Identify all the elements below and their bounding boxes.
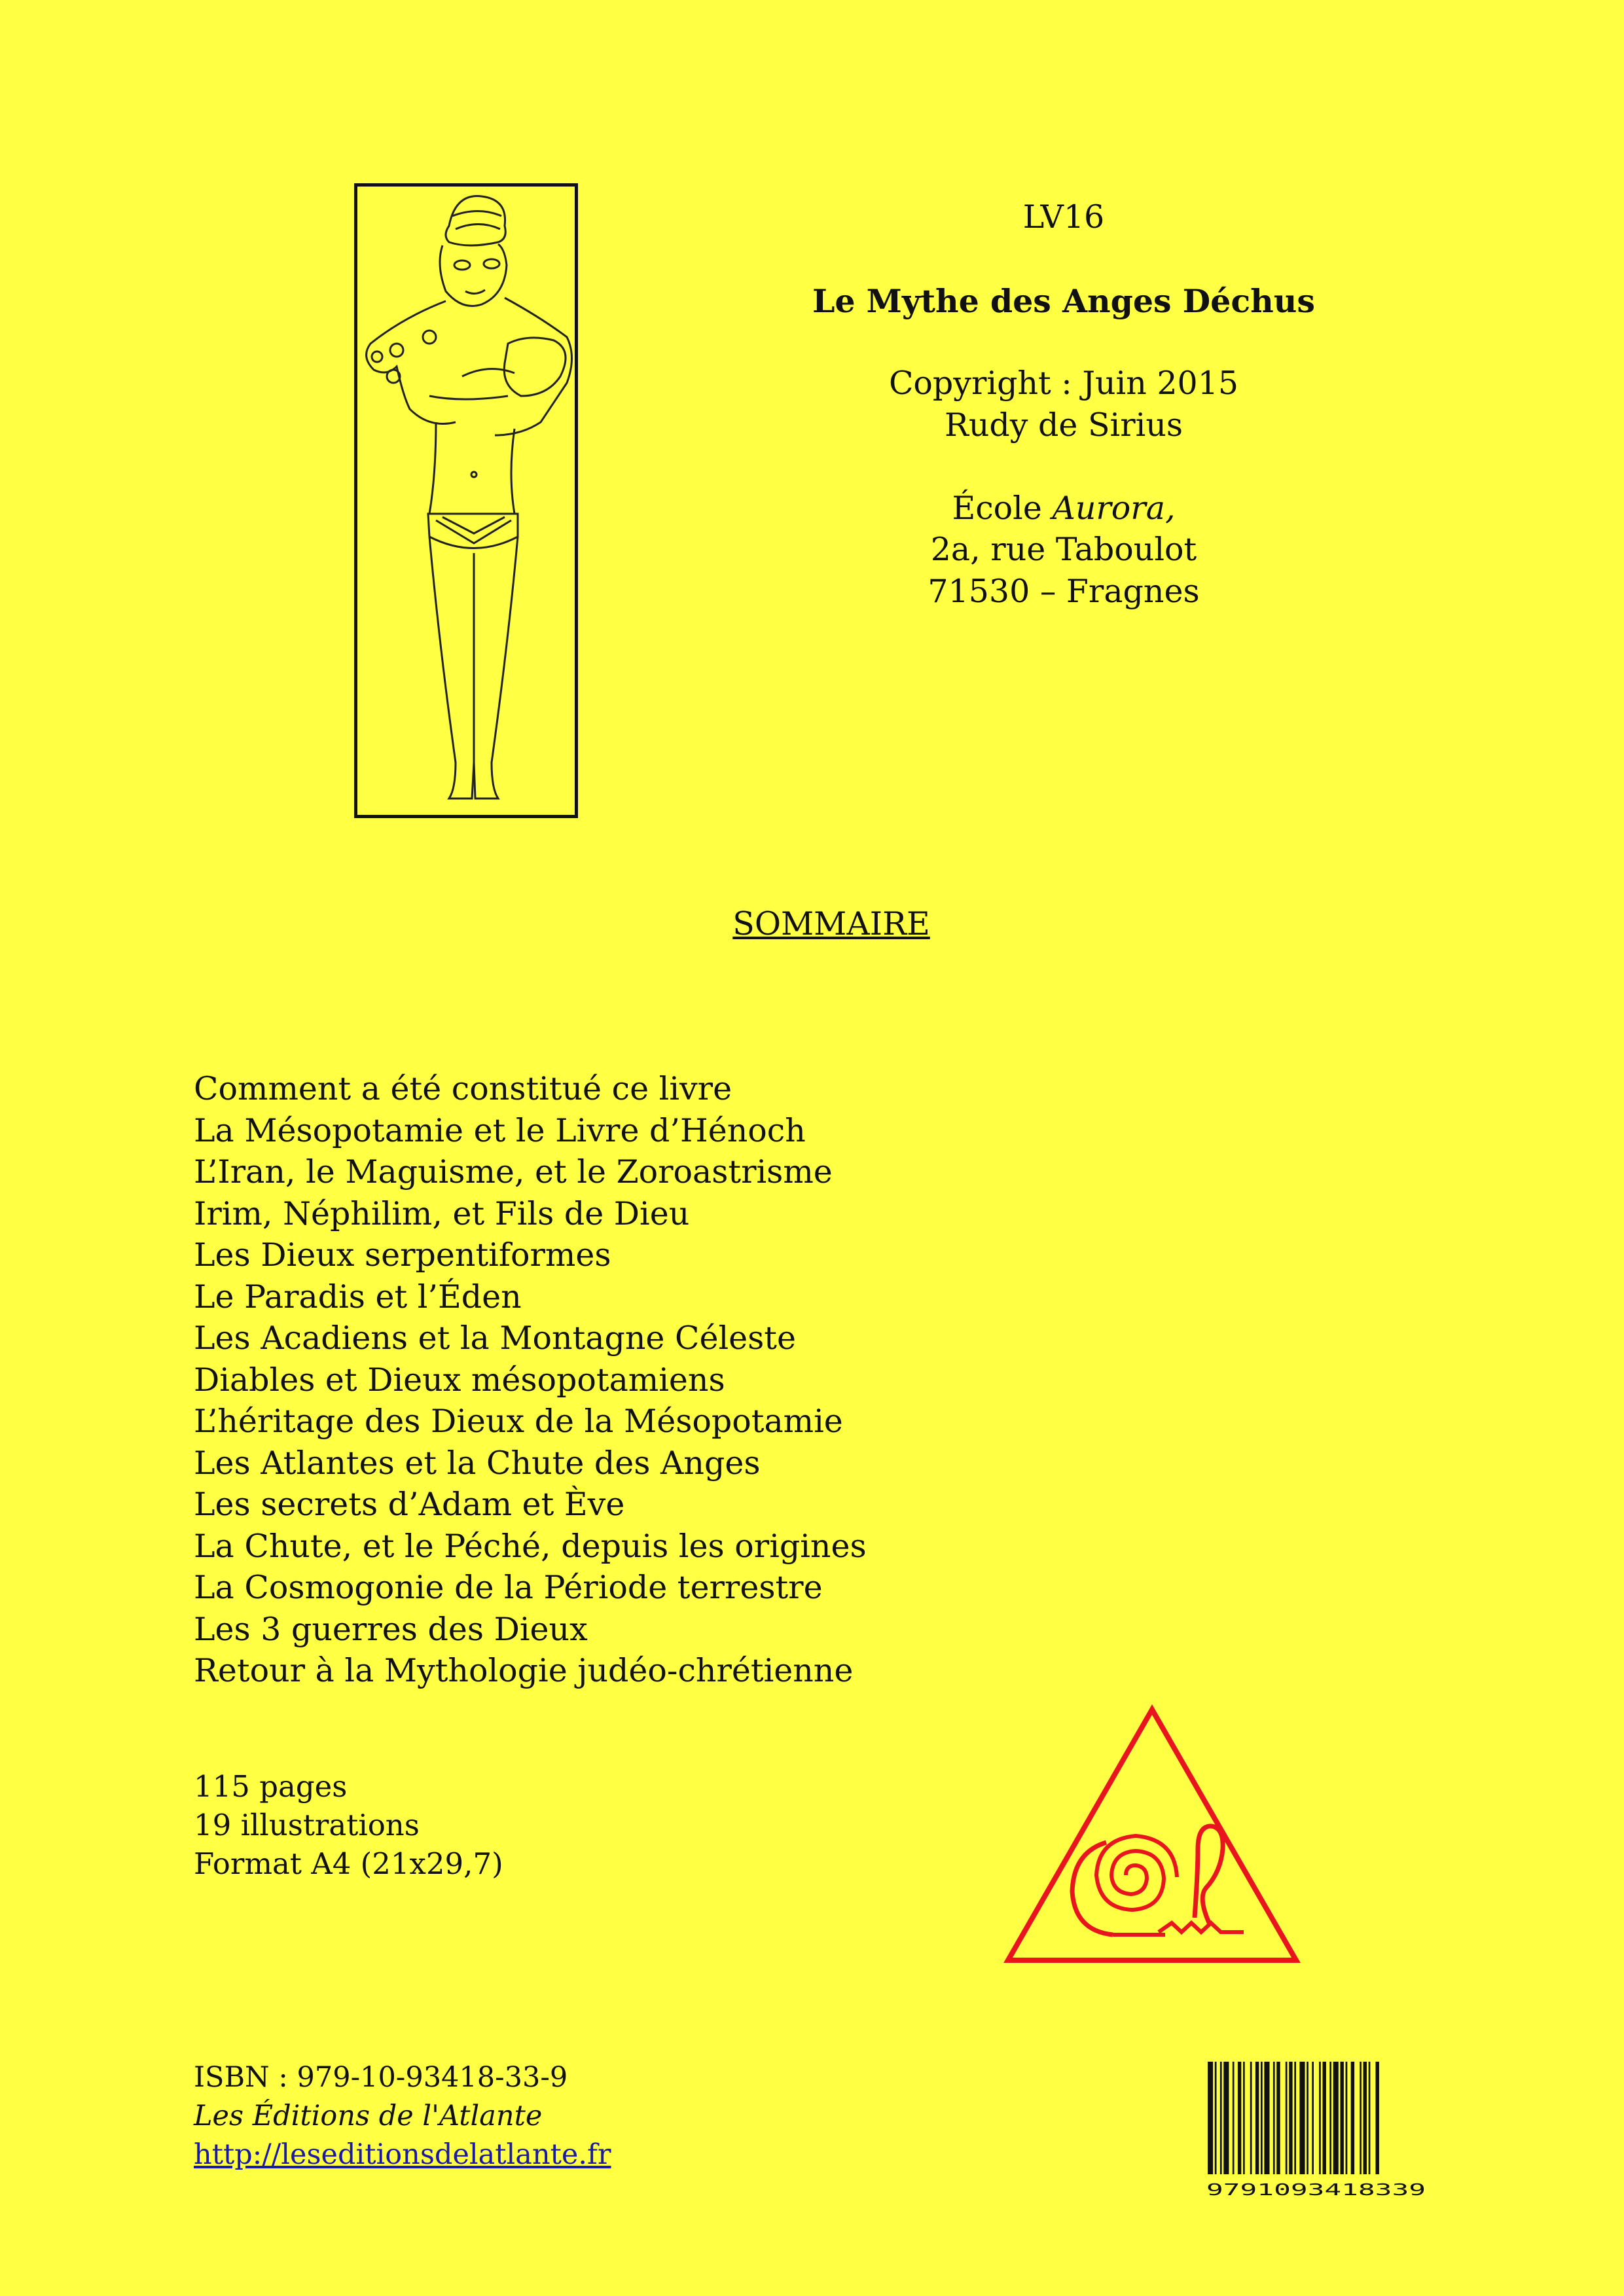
barcode-bar — [1346, 2062, 1348, 2174]
table-of-contents — [194, 1068, 867, 1692]
ophidian-mother-figurine-icon — [357, 187, 575, 815]
barcode-bar — [1360, 2062, 1362, 2174]
school-name — [802, 488, 1326, 529]
book-meta — [194, 1767, 503, 1883]
publisher-website-link[interactable]: http://leseditionsdelatlante.fr — [194, 2138, 611, 2171]
barcode-bar — [1289, 2062, 1292, 2174]
toc-item: Les Atlantes et la Chute des Anges — [194, 1444, 761, 1482]
barcode-digits: 9791093418339 — [1206, 2180, 1426, 2199]
toc-item: Diables et Dieux mésopotamiens — [194, 1361, 725, 1399]
toc-item: La Chute, et le Péché, depuis les origines — [194, 1527, 867, 1565]
page-count: 115 pages — [194, 1769, 348, 1804]
barcode-bar — [1238, 2062, 1241, 2174]
barcode-bar — [1223, 2062, 1229, 2174]
isbn: ISBN : 979-10-93418-33-9 — [194, 2061, 568, 2094]
triangle-spiral-logo-icon — [1001, 1702, 1303, 1970]
toc-item: La Mésopotamie et le Livre d’Hénoch — [194, 1111, 806, 1149]
sommaire-heading: SOMMAIRE — [732, 905, 930, 942]
toc-item: Irim, Néphilim, et Fils de Dieu — [194, 1194, 690, 1232]
barcode-bar — [1307, 2062, 1308, 2174]
barcode-bar — [1276, 2062, 1280, 2174]
barcode-bar — [1323, 2062, 1326, 2174]
toc-item: Les Acadiens et la Montagne Céleste — [194, 1319, 796, 1357]
toc-item: La Cosmogonie de la Période terrestre — [194, 1569, 823, 1606]
publisher-name: Les Éditions de l'Atlante — [194, 2100, 543, 2132]
toc-item: L’Iran, le Maguisme, et le Zoroastrisme — [194, 1153, 833, 1191]
barcode-bars — [1208, 2062, 1379, 2174]
toc-item: Les Dieux serpentiformes — [194, 1236, 611, 1274]
book-format: Format A4 (21x29,7) — [194, 1846, 503, 1881]
toc-item: Comment a été constitué ce livre — [194, 1070, 732, 1107]
barcode-bar — [1351, 2062, 1354, 2174]
toc-item: Le Paradis et l’Éden — [194, 1278, 522, 1316]
barcode-bar — [1208, 2062, 1213, 2174]
barcode-bar — [1376, 2062, 1379, 2174]
barcode-bar — [1273, 2062, 1275, 2174]
book-title: Le Mythe des Anges Déchus — [812, 282, 1316, 320]
book-code: LV16 — [1022, 198, 1105, 236]
author: Rudy de Sirius — [944, 406, 1183, 444]
copyright: Copyright : Juin 2015 — [888, 365, 1239, 402]
barcode-bar — [1264, 2062, 1269, 2174]
barcode-bar — [1319, 2062, 1321, 2174]
publication-info — [194, 2058, 611, 2174]
barcode-bar — [1363, 2062, 1367, 2174]
barcode-bar — [1261, 2062, 1263, 2174]
barcode-bar — [1243, 2062, 1245, 2174]
illustration-count: 19 illustrations — [194, 1808, 420, 1842]
barcode-bar — [1250, 2062, 1252, 2174]
barcode — [1206, 2062, 1429, 2199]
city-address: 71530 – Fragnes — [928, 573, 1200, 610]
barcode-bar — [1294, 2062, 1296, 2174]
barcode-bar — [1255, 2062, 1259, 2174]
toc-item: Retour à la Mythologie judéo-chrétienne — [194, 1652, 854, 1689]
barcode-bar — [1369, 2062, 1371, 2174]
barcode-bar — [1341, 2062, 1344, 2174]
school-prefix: École — [952, 490, 1042, 527]
barcode-bar — [1220, 2062, 1222, 2174]
barcode-bar — [1286, 2062, 1288, 2174]
street-address: 2a, rue Taboulot — [930, 531, 1197, 568]
barcode-bar — [1333, 2062, 1339, 2174]
toc-item: L’héritage des Dieux de la Mésopotamie — [194, 1403, 843, 1440]
barcode-bar — [1312, 2062, 1314, 2174]
barcode-bar — [1233, 2062, 1235, 2174]
barcode-bar — [1329, 2062, 1331, 2174]
toc-item: Les 3 guerres des Dieux — [194, 1610, 588, 1648]
toc-item: Les secrets d’Adam et Ève — [194, 1486, 625, 1523]
figurine-illustration — [354, 183, 578, 818]
barcode-bar — [1299, 2062, 1305, 2174]
barcode-bar — [1215, 2062, 1217, 2174]
school-name-italic: Aurora, — [1052, 490, 1176, 527]
